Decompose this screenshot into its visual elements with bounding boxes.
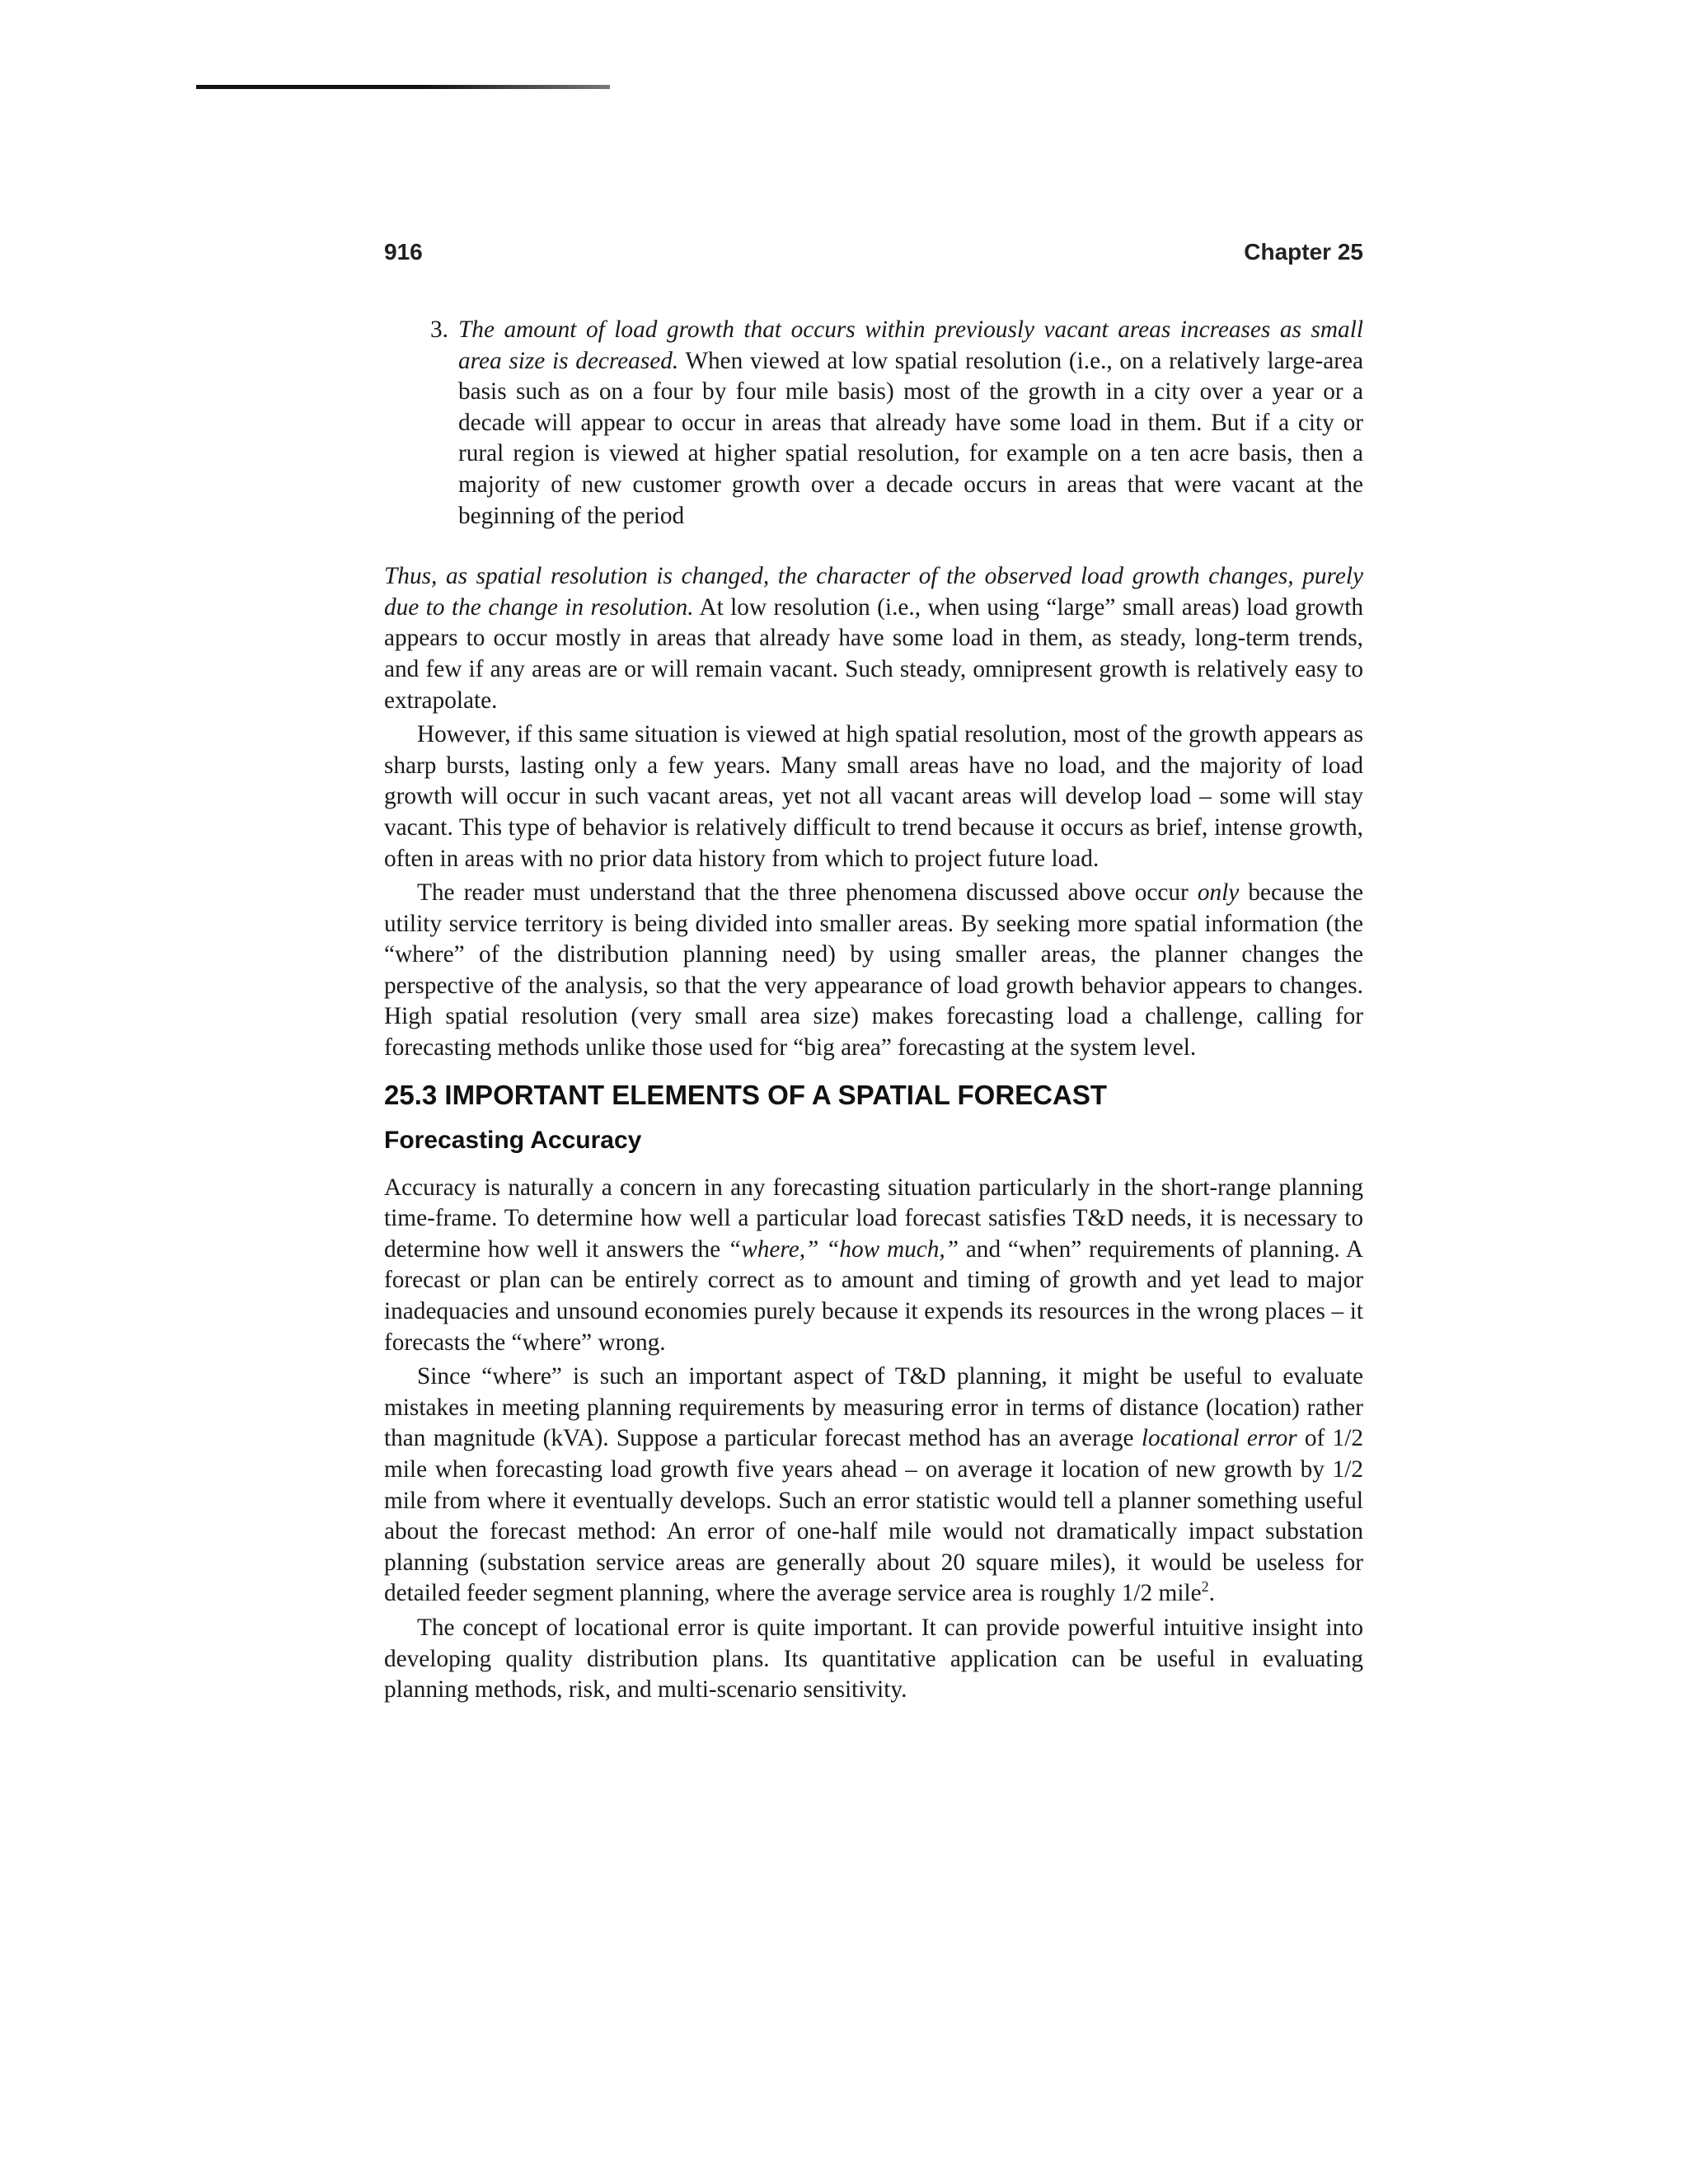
- paragraph-concept: The concept of locational error is quite important. It can provide powerful intuitive insight into developing quality distribution plans. Its quantitative application can be useful in evaluating planning methods, risk, and multi-scenario sensitivity.: [384, 1614, 1363, 1704]
- chapter-label: Chapter 25: [1244, 239, 1363, 265]
- paragraph-text: The reader must understand that the three phenomena discussed above occur: [417, 879, 1198, 907]
- paragraph-text: because the utility service territory is being divided into smaller areas. By seeking more spatial information (the “where” of the distribution planning need) by using smaller areas, the planner changes the perspective of the analysis, so that the very appearance of load growth behavior appears to changes. High spatial resolution (very small area size) makes forecasting load a challenge, calling for forecasting methods unlike those used for “big area” forecasting at the system level.: [384, 879, 1363, 1062]
- item-text: When viewed at low spatial resolution (i.e., on a relatively large-area basis such as on a four by four mile basis) most of the growth in a city over a year or a decade will appear to occur in areas that already have some load in them. But if a city or rural region is viewed at higher spatial resolution, for example on a ten acre basis, then a majority of new customer growth over a decade occurs in areas that were vacant at the beginning of the period: [458, 347, 1363, 529]
- paragraph-text: .: [1208, 1580, 1215, 1607]
- paragraph-text: of 1/2 mile when forecasting load growth five years ahead – on average it location of new growth by 1/2 mile from where it eventually develops. Such an error statistic would tell a planner something useful about the forecast method: An error of one-half mile would not dramatically impact substation planning (substation service areas are generally about 20 square miles), it would be useless for detailed feeder segment planning, where the average service area is roughly 1/2 mile: [384, 1425, 1363, 1607]
- list-number: 3.: [430, 316, 448, 343]
- paragraph-accuracy: [384, 1173, 1363, 1359]
- page-body: [384, 315, 1363, 1706]
- list-item-3: [384, 315, 1363, 532]
- item-italic-lead: The amount of load growth that occurs within previously vacant areas increases as small area size is decreased.: [458, 316, 1363, 374]
- emphasis-where: “where,”: [727, 1235, 819, 1263]
- subsection-heading: Forecasting Accuracy: [384, 1126, 642, 1154]
- paragraph-text: Since “where” is such an important aspect of T&D planning, it might be useful to evaluate mistakes in meeting planning requirements by measuring error in terms of distance (location) rather than magnitude (kVA). Suppose a particular forecast method has an average: [384, 1363, 1363, 1452]
- running-head: [384, 239, 1363, 265]
- emphasis-how-much: “how much,”: [826, 1235, 959, 1263]
- paragraph-text: [818, 1236, 826, 1263]
- top-rule: [196, 85, 610, 89]
- paragraph-text: Accuracy is naturally a concern in any forecasting situation particularly in the short-range planning time-frame. To determine how well a particular load forecast satisfies T&D needs, it is necessary to determine how well it answers the: [384, 1174, 1363, 1263]
- paragraph-thus: [384, 561, 1363, 716]
- section-heading: 25.3 IMPORTANT ELEMENTS OF A SPATIAL FORECAST: [384, 1079, 1107, 1110]
- paragraph-since: [384, 1361, 1363, 1610]
- emphasis-locational-error: locational error: [1141, 1425, 1297, 1452]
- superscript-2: 2: [1201, 1578, 1209, 1596]
- paragraph-however: However, if this same situation is viewed at high spatial resolution, most of the growth appears as sharp bursts, lasting only a few years. Many small areas have no load, and the majority of load growth will occur in such vacant areas, yet not all vacant areas will develop load – some will stay vacant. This type of behavior is relatively difficult to trend because it occurs as brief, intense growth, often in areas with no prior data history from which to project future load.: [384, 721, 1363, 872]
- paragraph-italic-lead: Thus, as spatial resolution is changed, the character of the observed load growth changes, purely due to the change in resolution.: [384, 563, 1363, 621]
- paragraph-text: At low resolution (i.e., when using “large” small areas) load growth appears to occur mostly in areas that already have some load in them, as steady, long-term trends, and few if any areas are or will remain vacant. Such steady, omnipresent growth is relatively easy to extrapolate.: [384, 593, 1363, 714]
- page-number: 916: [384, 239, 423, 265]
- paragraph-reader: [384, 878, 1363, 1064]
- emphasis-only: only: [1197, 879, 1240, 907]
- paragraph-text: and “when” requirements of planning. A forecast or plan can be entirely correct as to amount and timing of growth and yet lead to major inadequacies and unsound economies purely because it expends its resources in the wrong places – it forecasts the “where” wrong.: [384, 1235, 1363, 1356]
